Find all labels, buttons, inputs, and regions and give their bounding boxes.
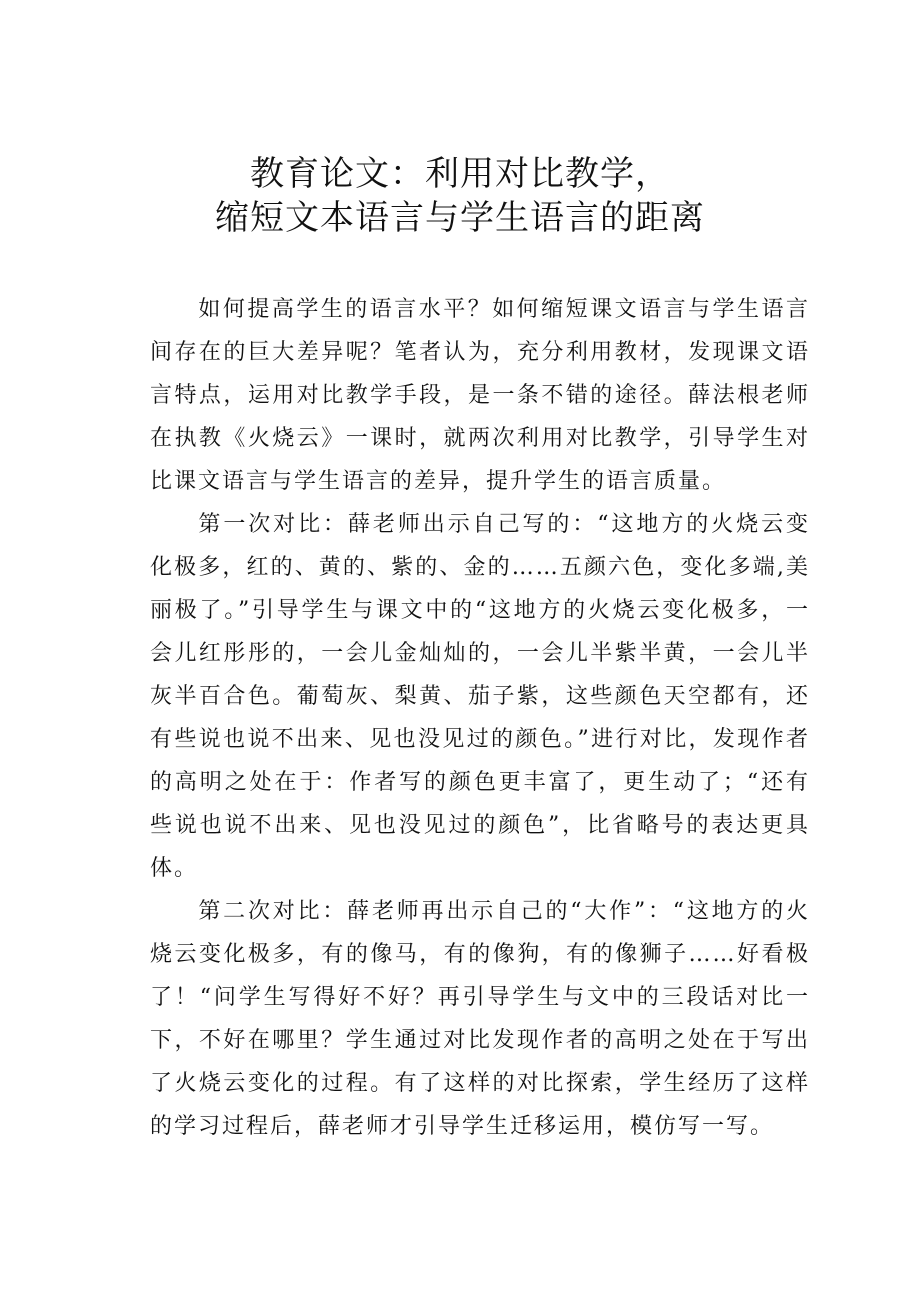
document-title <box>0 152 920 240</box>
title-line-2: 缩短文本语言与学生语言的距离 <box>215 198 705 238</box>
paragraph-second-comparison: 第二次对比：薛老师再出示自己的“大作”：“这地方的火烧云变化极多，有的像马，有的像狗，有的像狮子……好看极了！“问学生写得好不好？再引导学生与文中的三段话对比一下，不好在哪里？学生通过对比发现作者的高明之处在于写出了火烧云变化的过程。有了这样的对比探索，学生经历了这样的学习过程后，薛老师才引导学生迁移运用，模仿写一写。 <box>150 899 810 1139</box>
title-line-1: 教育论文：利用对比教学， <box>250 154 670 194</box>
document-body <box>150 288 810 1148</box>
paragraph-first-comparison: 第一次对比：薛老师出示自己写的：“这地方的火烧云变化极多，红的、黄的、紫的、金的……五颜六色，变化多端,美丽极了。”引导学生与课文中的“这地方的火烧云变化极多，一会儿红彤彤的，一会儿金灿灿的，一会儿半紫半黄，一会儿半灰半百合色。葡萄灰、梨黄、茄子紫，这些颜色天空都有，还有些说也说不出来、见也没见过的颜色。”进行对比，发现作者的高明之处在于：作者写的颜色更丰富了，更生动了；“还有些说也说不出来、见也没见过的颜色”，比省略号的表达更具体。 <box>150 512 810 881</box>
paragraph-intro: 如何提高学生的语言水平？如何缩短课文语言与学生语言间存在的巨大差异呢？笔者认为，充分利用教材，发现课文语言特点，运用对比教学手段，是一条不错的途径。薛法根老师在执教《火烧云》一课时，就两次利用对比教学，引导学生对比课文语言与学生语言的差异，提升学生的语言质量。 <box>150 297 810 494</box>
